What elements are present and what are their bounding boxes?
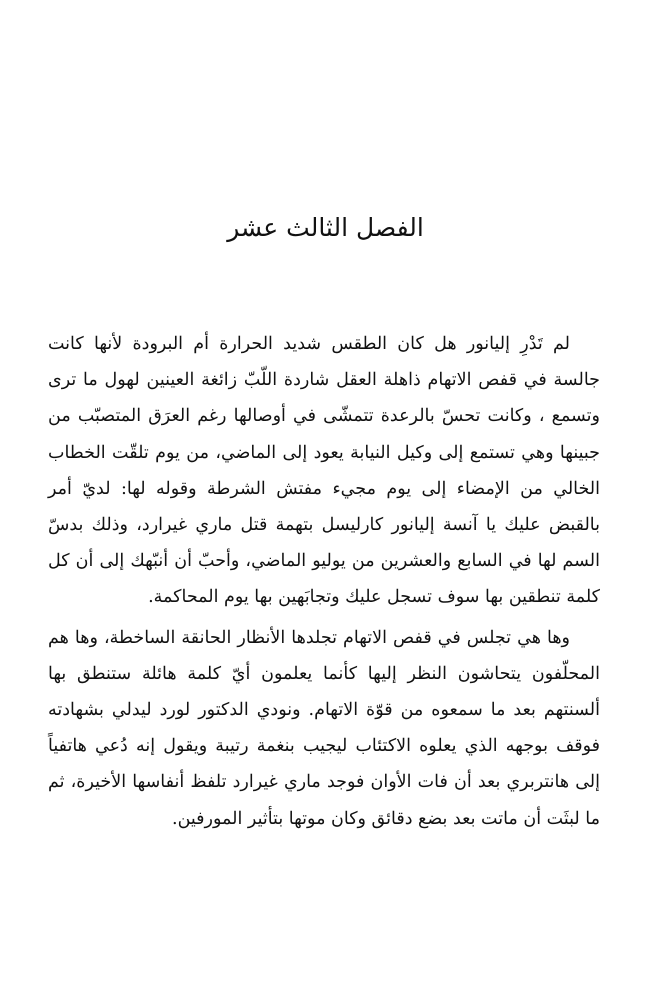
- paragraph-2: وها هي تجلس في قفص الاتهام تجلدها الأنظار الحانقة الساخطة، وها هم المحلّفون يتحاشون النظر إليها كأنما يعلمون أيّ كلمة هائلة ستنطق بها ألسنتهم بعد ما سمعوه من قوّة الاتهام. ونودي الدكتور لورد ليدلي بشهادته فوقف بوجهه الذي يعلوه الاكتئاب ليجيب بنغمة رتيبة ويقول إنه دُعي هاتفياً إلى هانتربري بعد أن فات الأوان فوجد ماري غيرارد تلفظ أنفاسها الأخيرة، ثم ما لبثَت أن ماتت بعد بضع دقائق وكان موتها بتأثير المورفين.: [48, 627, 600, 829]
- paragraph-1: لم تَدْرِ إليانور هل كان الطقس شديد الحرارة أم البرودة لأنها كانت جالسة في قفص الاتهام ذاهلة العقل شاردة اللّبّ زائغة العينين لهول ما ترى وتسمع ، وكانت تحسّ بالرعدة تتمشّى في أوصالها رغم العرَق المتصبّب من جبينها وهي تستمع إلى وكيل النيابة يعود إلى الماضي، من يوم تلقّت الخطاب الخالي من الإمضاء إلى يوم مجيء مفتش الشرطة وقوله لها: لديّ أمر بالقبض عليك يا آنسة إليانور كارليسل بتهمة قتل ماري غيرارد، وذلك بدسّ السم لها في السابع والعشرين من يوليو الماضي، وأحبّ أن أنبّهك إلى أن كل كلمة تنطقين بها سوف تسجل عليك وتجابَهين بها يوم المحاكمة.: [48, 334, 600, 608]
- chapter-title: الفصل الثالث عشر: [227, 213, 424, 242]
- chapter-body: [48, 326, 600, 837]
